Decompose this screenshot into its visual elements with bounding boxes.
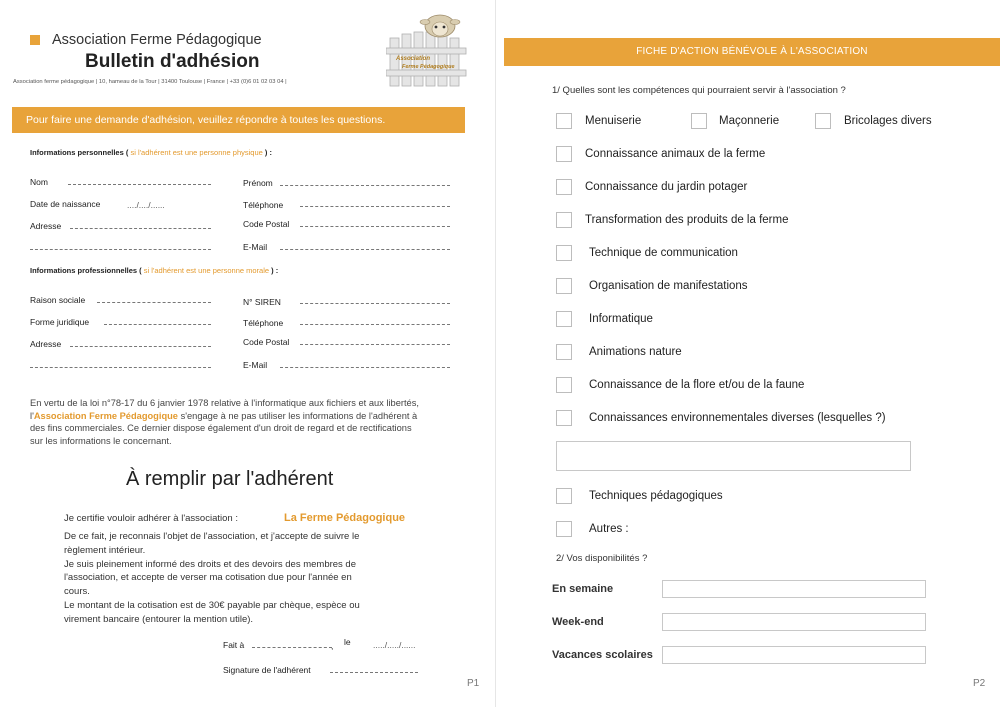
section-title: À remplir par l'adhérent <box>126 468 334 490</box>
checkbox-animaux[interactable] <box>556 146 572 162</box>
checkbox-pedagogiques[interactable] <box>556 488 572 504</box>
question-2: 2/ Vos disponibilités ? <box>556 553 648 564</box>
certify-line: Je certifie vouloir adhérer à l'association : <box>64 513 238 524</box>
checkbox-informatique[interactable] <box>556 311 572 327</box>
semaine-input[interactable] <box>662 580 926 598</box>
label-weekend: Week-end <box>552 616 604 628</box>
label-vacances: Vacances scolaires <box>552 649 653 661</box>
option-environnement: Connaissances environnementales diverses (lesquelles ?) <box>589 412 886 424</box>
field-prenom[interactable] <box>280 185 450 186</box>
checkbox-environnement[interactable] <box>556 410 572 426</box>
field-forme-juridique[interactable] <box>104 324 211 325</box>
label-email-pro: E-Mail <box>243 360 268 370</box>
page-1 <box>0 0 490 707</box>
option-maconnerie: Maçonnerie <box>719 115 780 127</box>
field-raison-sociale[interactable] <box>97 302 211 303</box>
label-adresse: Adresse <box>30 221 62 231</box>
field-telephone[interactable] <box>300 206 450 207</box>
field-adresse-2[interactable] <box>30 249 211 250</box>
label-date-naissance: Date de naissance <box>30 199 101 209</box>
label-code-postal: Code Postal <box>243 219 290 229</box>
option-autres: Autres : <box>589 523 629 535</box>
field-siren[interactable] <box>300 303 450 304</box>
page-divider <box>495 0 496 707</box>
page-2 <box>500 0 1000 707</box>
logo-text-2: Ferme Pédagogique <box>402 64 455 70</box>
field-adresse[interactable] <box>70 228 211 229</box>
label-forme-juridique: Forme juridique <box>30 317 90 327</box>
checkbox-transformation[interactable] <box>556 212 572 228</box>
personal-info-heading: Informations personnelles ( si l'adhérent est une personne physique ) : <box>30 148 272 157</box>
checkbox-bricolages[interactable] <box>815 113 831 129</box>
legal-notice: En vertu de la loi n°78-17 du 6 janvier 1978 relative à l'informatique aux fichiers et aux libertés, l'Association Ferme Pédagogique s'engage à ne pas utiliser les informations de l'adhérent à des fins commerciales. Ce dernier dispose également d'un droit de regard et de rectifications sur les informations le concernant. <box>30 398 419 446</box>
page-number-1: P1 <box>467 678 480 689</box>
checkbox-flore[interactable] <box>556 377 572 393</box>
farm-logo <box>386 10 470 90</box>
option-communication: Technique de communication <box>589 247 738 259</box>
option-animaux: Connaissance animaux de la ferme <box>585 148 766 160</box>
checkbox-menuiserie[interactable] <box>556 113 572 129</box>
label-email: E-Mail <box>243 242 268 252</box>
label-adresse-pro: Adresse <box>30 339 62 349</box>
label-telephone: Téléphone <box>243 200 284 210</box>
label-nom: Nom <box>30 177 48 187</box>
field-fait-a[interactable] <box>252 647 332 648</box>
vacances-input[interactable] <box>662 646 926 664</box>
label-code-postal-pro: Code Postal <box>243 337 290 347</box>
label-semaine: En semaine <box>552 583 614 595</box>
certify-org: La Ferme Pédagogique <box>284 512 406 524</box>
option-flore: Connaissance de la flore et/ou de la faune <box>589 379 805 391</box>
label-raison-sociale: Raison sociale <box>30 295 86 305</box>
label-siren: N° SIREN <box>243 297 281 307</box>
option-pedagogiques: Techniques pédagogiques <box>589 490 723 502</box>
option-jardin: Connaissance du jardin potager <box>585 181 748 193</box>
option-manifestations: Organisation de manifestations <box>589 280 748 292</box>
org-name: Association Ferme Pédagogique <box>52 32 262 48</box>
checkbox-manifestations[interactable] <box>556 278 572 294</box>
field-adresse-pro[interactable] <box>70 346 211 347</box>
checkbox-jardin[interactable] <box>556 179 572 195</box>
environnement-details-input[interactable] <box>556 441 911 471</box>
label-telephone-pro: Téléphone <box>243 318 284 328</box>
option-bricolages: Bricolages divers <box>844 115 932 127</box>
instruction-banner-text: Pour faire une demande d'adhésion, veuillez répondre à toutes les questions. <box>26 114 386 126</box>
field-date-signature[interactable]: ...../...../...... <box>373 640 416 650</box>
option-transformation: Transformation des produits de la ferme <box>585 214 789 226</box>
label-fait-a: Fait à <box>223 640 245 650</box>
field-telephone-pro[interactable] <box>300 324 450 325</box>
question-1: 1/ Quelles sont les compétences qui pourraient servir à l'association ? <box>552 85 846 96</box>
checkbox-maconnerie[interactable] <box>691 113 707 129</box>
checkbox-autres[interactable] <box>556 521 572 537</box>
field-adresse-pro-2[interactable] <box>30 367 211 368</box>
weekend-input[interactable] <box>662 613 926 631</box>
field-email[interactable] <box>280 249 450 250</box>
field-email-pro[interactable] <box>280 367 450 368</box>
adhesion-text: De ce fait, je reconnais l'objet de l'association, et j'accepte de suivre le règlement intérieur. Je suis pleinement informé des droits et des devoirs des membres de l'association, et accepte de verser ma cotisation due pour l'année en cours. Le montant de la cotisation est de 30€ payable par chèque, espèce ou virement bancaire (entourer la mention utile). <box>64 531 360 625</box>
label-signature: Signature de l'adhérent <box>223 665 311 675</box>
instruction-banner <box>12 107 465 133</box>
field-code-postal[interactable] <box>300 226 450 227</box>
label-prenom: Prénom <box>243 178 273 188</box>
option-animations: Animations nature <box>589 346 682 358</box>
option-informatique: Informatique <box>589 313 653 325</box>
address-line: Association ferme pédagogique | 10, hameau de la Tour | 31400 Toulouse | France | +33 (0)6 01 02 03 04 | <box>13 79 287 85</box>
orange-square-icon <box>30 35 40 45</box>
checkbox-communication[interactable] <box>556 245 572 261</box>
option-menuiserie: Menuiserie <box>585 115 642 127</box>
field-code-postal-pro[interactable] <box>300 344 450 345</box>
checkbox-animations[interactable] <box>556 344 572 360</box>
label-le: le <box>344 637 351 647</box>
field-signature[interactable] <box>330 672 418 673</box>
volunteer-banner-text: FICHE D'ACTION BÉNÉVOLE À L'ASSOCIATION <box>636 46 868 57</box>
page-number-2: P2 <box>973 678 986 689</box>
comma: , <box>331 641 334 651</box>
volunteer-banner <box>504 38 1000 66</box>
logo-text-1: Association <box>396 56 431 62</box>
pro-info-heading: Informations professionnelles ( si l'adhérent est une personne morale ) : <box>30 266 279 275</box>
field-date-naissance[interactable]: ..../..../...... <box>127 200 165 210</box>
field-nom[interactable] <box>68 184 211 185</box>
page-title: Bulletin d'adhésion <box>85 51 260 72</box>
